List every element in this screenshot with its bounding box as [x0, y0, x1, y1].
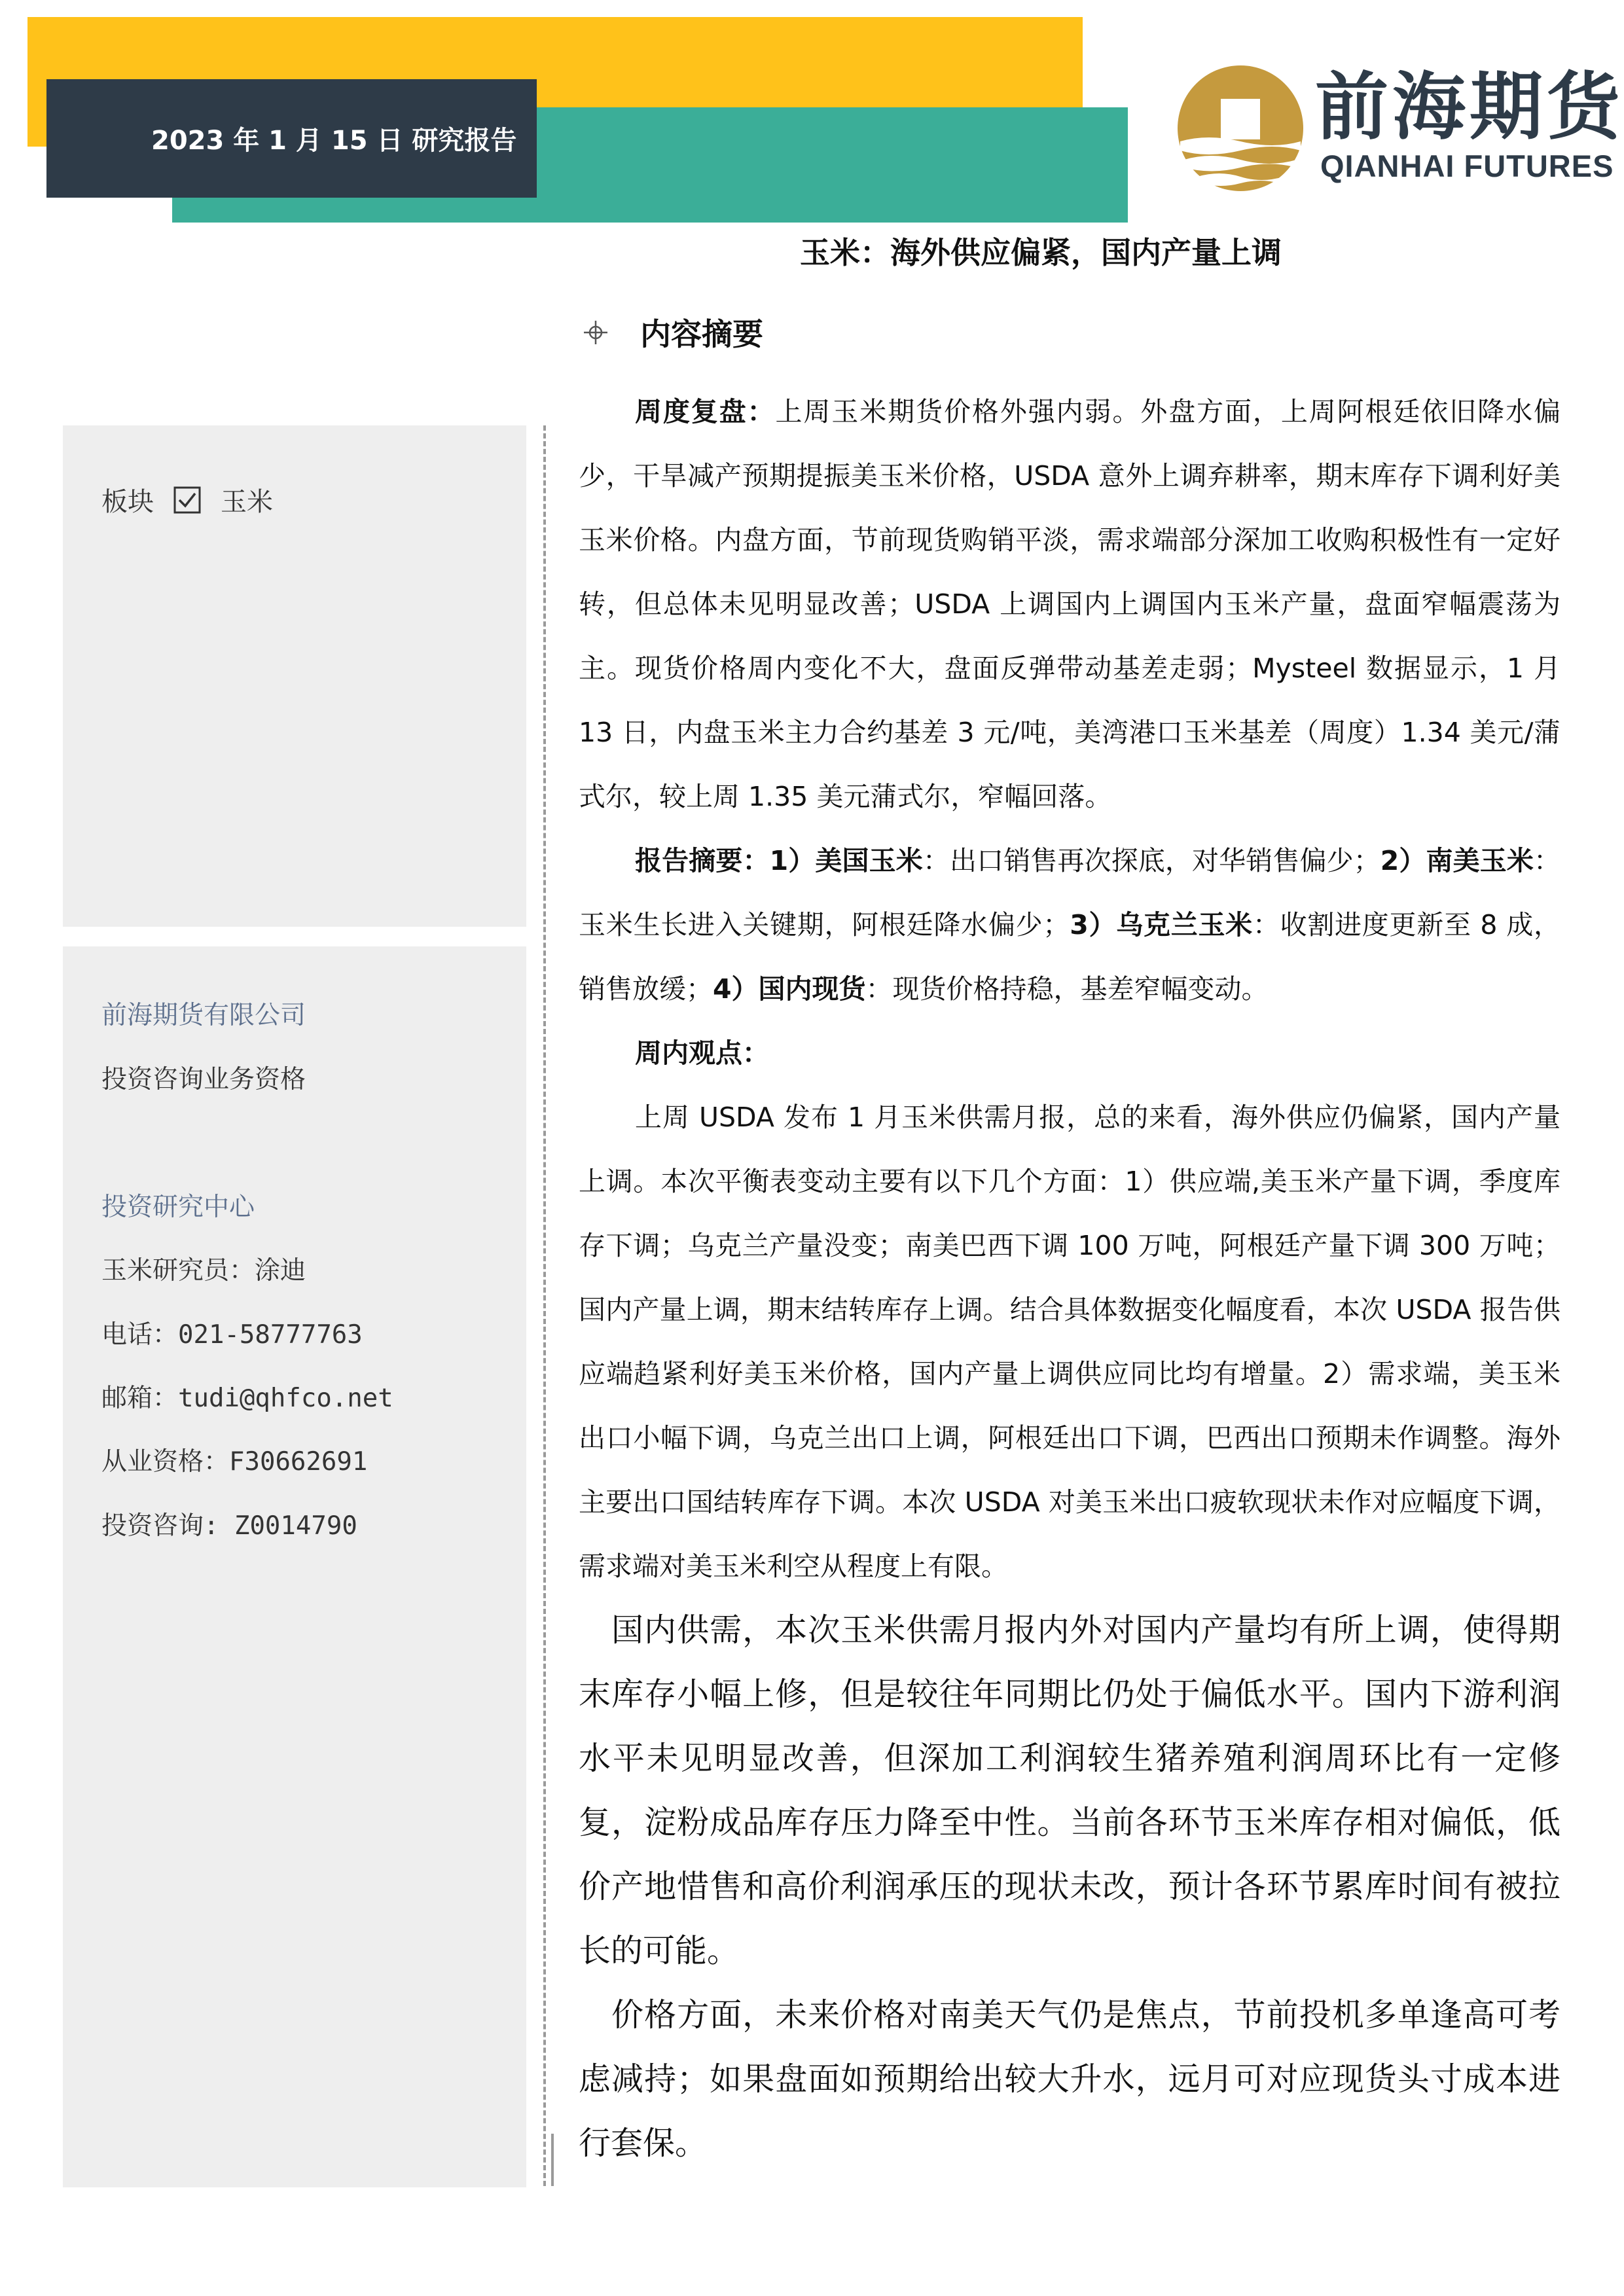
text-usda-report: 上周 USDA 发布 1 月玉米供需月报，总的来看，海外供应仍偏紧，国内产量上调。本次平衡表变动主要有以下几个方面：1）供应端,美玉米产量下调，季度库存下调；乌克兰产量没变；南美巴西下调 100 万吨，阿根廷产量下调 300 万吨；国内产量上调，期末结转库存上调。结合具体数据变化幅度看，本次 USDA 报告供应端趋紧利好美玉米价格，国内产量上调供应同比均有增量。2）需求端，美玉米出口小幅下调，乌克兰出口上调，阿根廷出口下调，巴西出口预期未作调整。海外主要出口国结转库存下调。本次 USDA 对美玉米出口疲软现状未作对应幅度下调，需求端对美玉米利空从程度上有限。 — [579, 1102, 1561, 1582]
advisory-license: 投资咨询: Z0014790 — [101, 1511, 357, 1541]
report-date: 2023 年 1 月 15 日 研究报告 — [151, 126, 517, 156]
sector-label: 板块 — [101, 487, 154, 517]
summary-sa-text: ：玉米生长进入关键期，阿根廷降水偏少； — [579, 845, 1561, 941]
research-center: 投资研究中心 — [101, 1193, 255, 1222]
section-heading — [583, 310, 763, 354]
text-weekly-review: 上周玉米期货价格外强内弱。外盘方面，上周阿根廷依旧降水偏少，干旱减产预期提振美玉米价格，USDA 意外上调弃耕率，期末库存下调利好美玉米价格。内盘方面，节前现货购销平淡，需求端部分深加工收购积极性有一定好转，但总体未见明显改善；USDA 上调国内上调国内玉米产量，盘面窄幅震荡为主。现货价格周内变化不大，盘面反弹带动基差走弱；Mysteel 数据显示，1 月 13 日，内盘玉米主力合约基差 3 元/吨，美湾港口玉米基差（周度）1.34 美元/蒲式尔，较上周 1.35 美元蒲式尔，窄幅回落。 — [579, 396, 1561, 812]
column-divider — [543, 425, 546, 2186]
report-body — [579, 380, 1561, 2176]
summary-ua-text: ：收割进度更新至 8 成，销售放缓； — [579, 909, 1561, 1005]
logo-name-cn: 前海期货 — [1315, 64, 1624, 150]
checkbox-checked-icon — [173, 486, 201, 514]
summary-domestic-label: 4）国内现货 — [713, 973, 866, 1005]
paragraph-weekly-view-heading — [579, 1021, 1561, 1085]
qualification: 投资咨询业务资格 — [101, 1065, 306, 1094]
report-date-box — [46, 79, 537, 198]
column-divider-tail — [551, 2134, 554, 2186]
qianhai-emblem-icon — [1175, 63, 1306, 194]
summary-sa-label: 2）南美玉米 — [1380, 845, 1534, 876]
email: 邮箱：tudi@qhfco.net — [101, 1384, 393, 1413]
section-heading-text: 内容摘要 — [640, 317, 763, 353]
paragraph-usda-report — [579, 1085, 1561, 1598]
weekly-view-heading: 周内观点： — [635, 1037, 769, 1069]
summary-ua-label: 3）乌克兰玉米 — [1070, 909, 1253, 941]
phone: 电话：021-58777763 — [101, 1320, 363, 1350]
paragraph-weekly-review — [579, 380, 1561, 829]
company-name: 前海期货有限公司 — [101, 1001, 306, 1030]
document-title: 玉米：海外供应偏紧，国内产量上调 — [800, 235, 1282, 270]
sector-value: 玉米 — [221, 487, 273, 517]
crosshair-bullet-icon — [583, 319, 609, 346]
summary-us-label: 1）美国玉米 — [769, 845, 923, 876]
summary-us-text: ：出口销售再次探底，对华销售偏少； — [922, 845, 1380, 876]
summary-domestic-text: ：现货价格持稳，基差窄幅变动。 — [865, 973, 1269, 1005]
sector-row — [101, 481, 273, 518]
company-logo — [1175, 63, 1624, 194]
text-price-outlook: 价格方面，未来价格对南美天气仍是焦点，节前投机多单逢高可考虑减持；如果盘面如预期给出较大升水，远月可对应现货头寸成本进行套保。 — [579, 1996, 1561, 2162]
paragraph-domestic-supply — [579, 1598, 1561, 1983]
sidebar-contact-panel — [63, 946, 526, 2187]
license: 从业资格：F30662691 — [101, 1447, 368, 1477]
researcher: 玉米研究员：涂迪 — [101, 1256, 306, 1285]
paragraph-price-outlook — [579, 1983, 1561, 2176]
lead-summary: 报告摘要： — [635, 845, 770, 876]
paragraph-summary — [579, 829, 1561, 1021]
logo-name-en: QIANHAI FUTURES — [1320, 149, 1614, 183]
text-domestic-supply: 国内供需，本次玉米供需月报内外对国内产量均有所上调，使得期末库存小幅上修，但是较往年同期比仍处于偏低水平。国内下游利润水平未见明显改善，但深加工利润较生猪养殖利润周环比有一定修复，淀粉成品库存压力降至中性。当前各环节玉米库存相对偏低，低价产地惜售和高价利润承压的现状未改，预计各环节累库时间有被拉长的可能。 — [579, 1611, 1561, 1969]
lead-weekly-review: 周度复盘： — [635, 396, 776, 427]
